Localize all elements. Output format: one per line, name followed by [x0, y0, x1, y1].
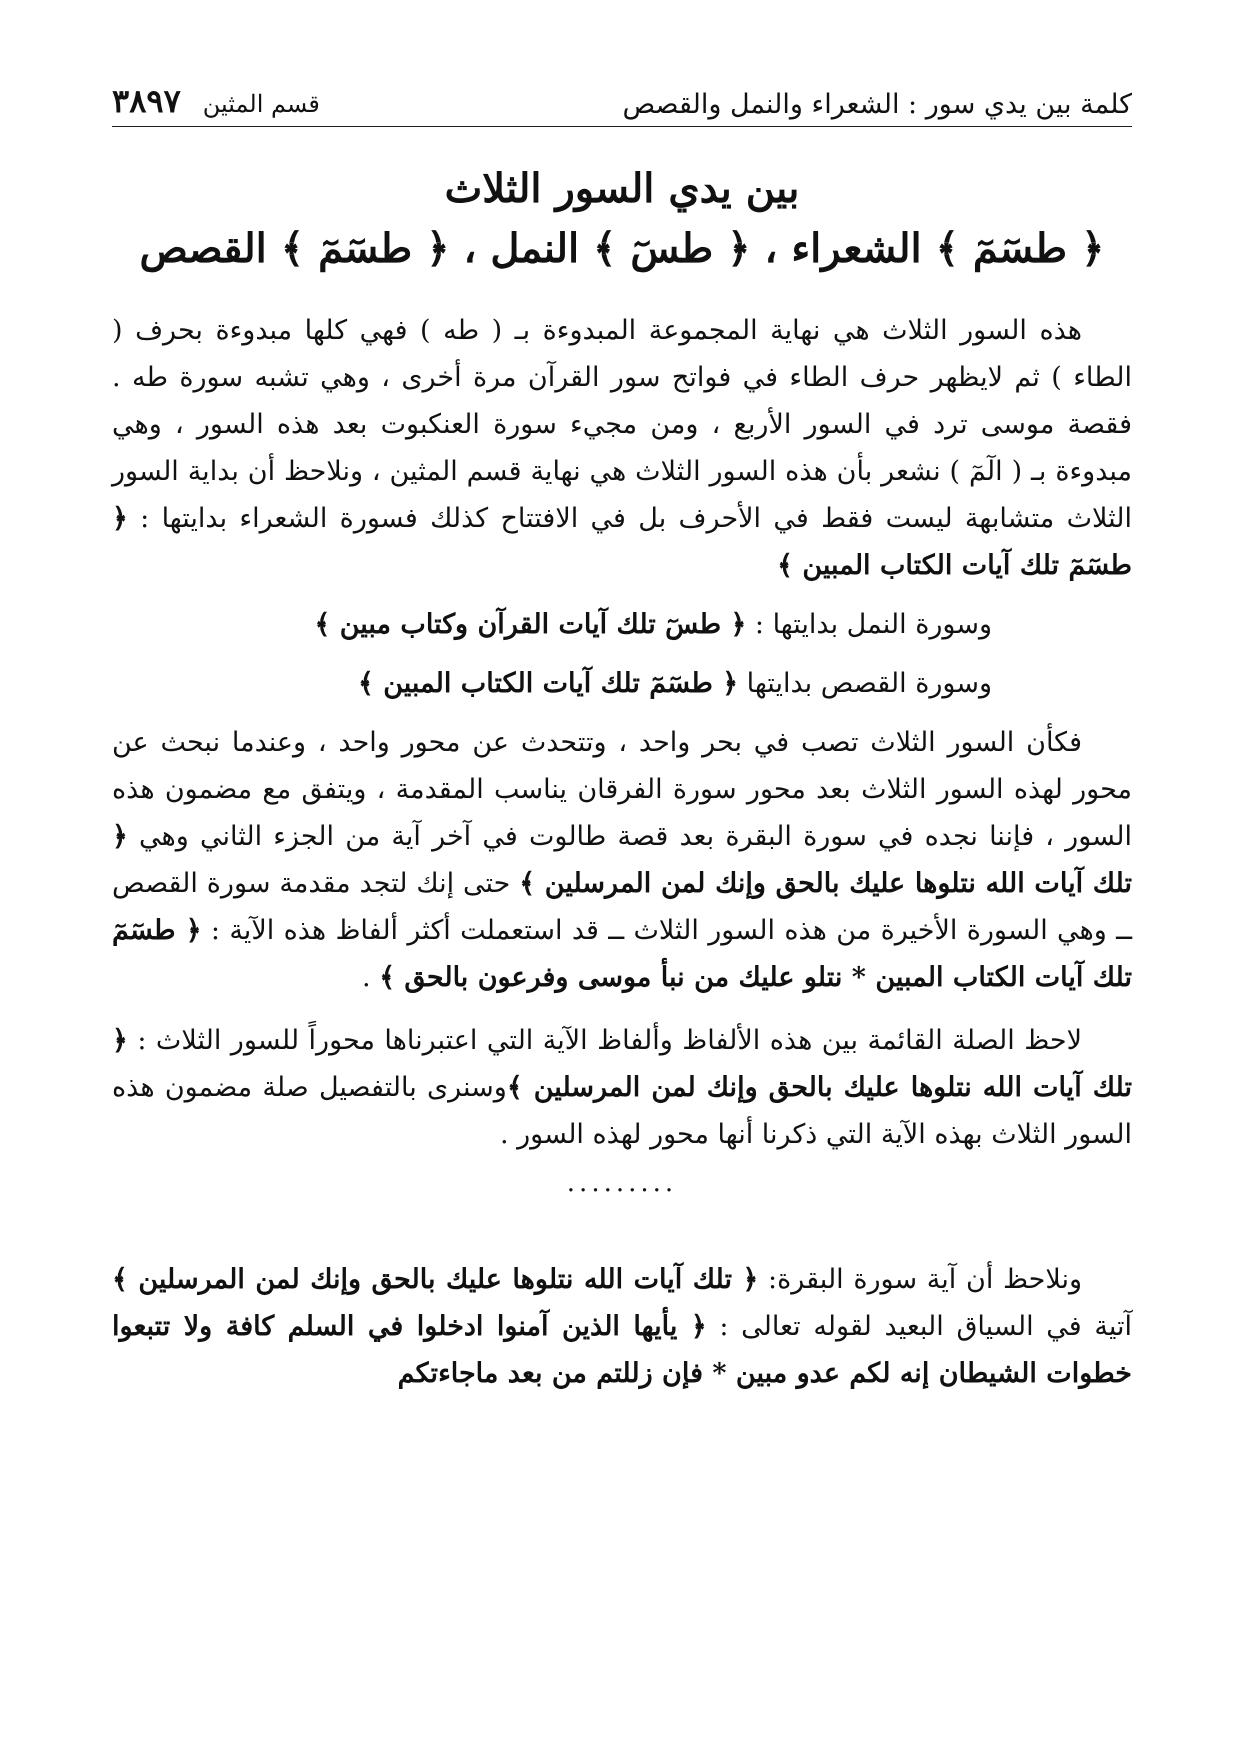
quran-quote: ﴿ طسٓمٓ تلك آيات الكتاب المبين * نتلو عليك من نبأ موسى وفرعون بالحق ﴾ [112, 915, 1132, 993]
quran-quote: ﴿ يأيها الذين آمنوا ادخلوا في السلم كافة ولا تتبعوا خطوات الشيطان إنه لكم عدو مبين * فإن زللتم من بعد ماجاءتكم [112, 1311, 1132, 1389]
paragraph-intro [112, 307, 1132, 589]
paragraph-relation [112, 1017, 1132, 1158]
quran-quote: ﴿ تلك آيات الله نتلوها عليك بالحق وإنك لمن المرسلين ﴾ [112, 1025, 1132, 1103]
paragraph-text: حتى إنك لتجد مقدمة سورة القصص ــ وهي السورة الأخيرة من هذه السور الثلاث ــ قد استعملت أكثر ألفاظ هذه الآية : [112, 868, 1132, 946]
paragraph-text: هذه السور الثلاث هي نهاية المجموعة المبدوءة بـ ( طه ) فهي كلها مبدوءة بحرف ( الطاء ) ثم لايظهر حرف الطاء في فواتح سور القرآن مرة أخرى ، وهي تشبه سورة طه . فقصة موسى ترد في السور الأربع ، ومن مجيء سورة العنكبوت بعد هذه السور ، وهي مبدوءة بـ ( الٓمٓ ) نشعر بأن هذه السور الثلاث هي نهاية قسم المثين ، ونلاحظ أن بداية السور الثلاث متشابهة ليست فقط في الأحرف بل في الافتتاح كذلك فسورة الشعراء بدايتها : [112, 315, 1132, 534]
chapter-subtitle: ﴿ طسٓمٓ ﴾ الشعراء ، ﴿ طسٓ ﴾ النمل ، ﴿ طسٓمٓ ﴾ القصص [139, 225, 1105, 272]
quran-quote: ﴿ طسٓ تلك آيات القرآن وكتاب مبين ﴾ [314, 609, 747, 640]
paragraph-text: ونلاحظ أن آية سورة البقرة: [758, 1264, 1082, 1295]
qasas-opening-line [112, 660, 1132, 707]
page-header [112, 70, 1132, 127]
running-title: كلمة بين يدي سور : الشعراء والنمل والقصص [622, 89, 1132, 120]
section-name: قسم المثين [202, 90, 320, 118]
line-text: وسورة النمل بدايتها : [746, 609, 992, 640]
line-text: وسورة القصص بدايتها [738, 668, 992, 699]
paragraph-text: . [362, 962, 380, 993]
quran-quote: ﴿ طسٓمٓ تلك آيات الكتاب المبين ﴾ [112, 503, 1132, 581]
book-page [112, 70, 1132, 1397]
header-left [112, 82, 320, 120]
paragraph-text: وسنرى بالتفصيل صلة مضمون هذه السور الثلاث بهذه الآية التي ذكرنا أنها محور لهذه السور . [112, 1072, 1132, 1150]
paragraph-text: فكأن السور الثلاث تصب في بحر واحد ، وتتحدث عن محور واحد ، وعندما نبحث عن محور لهذه السور الثلاث بعد محور سورة الفرقان يناسب المقدمة ، ويتفق مع مضمون هذه السور ، فإننا نجده في سورة البقرة بعد قصة طالوت في آخر آية من الجزء الثاني وهي [112, 727, 1132, 852]
chapter-title: بين يدي السور الثلاث [444, 165, 800, 212]
quran-quote: ﴿ طسٓمٓ تلك آيات الكتاب المبين ﴾ [357, 668, 739, 699]
paragraph-text: لاحظ الصلة القائمة بين هذه الألفاظ وألفاظ الآية التي اعتبرناها محوراً للسور الثلاث : [127, 1025, 1082, 1056]
quran-quote: ﴿ تلك آيات الله نتلوها عليك بالحق وإنك لمن المرسلين ﴾ [112, 821, 1132, 899]
paragraph-text: آتية في السياق البعيد لقوله تعالى : [706, 1311, 1132, 1342]
naml-opening-line [112, 601, 1132, 648]
paragraph-baqara [112, 1256, 1132, 1397]
paragraph-axis [112, 719, 1132, 1001]
page-number: ٣٨٩٧ [112, 82, 181, 120]
quran-quote: ﴿ تلك آيات الله نتلوها عليك بالحق وإنك لمن المرسلين ﴾ [112, 1264, 759, 1295]
section-separator: ......... [566, 1168, 678, 1198]
